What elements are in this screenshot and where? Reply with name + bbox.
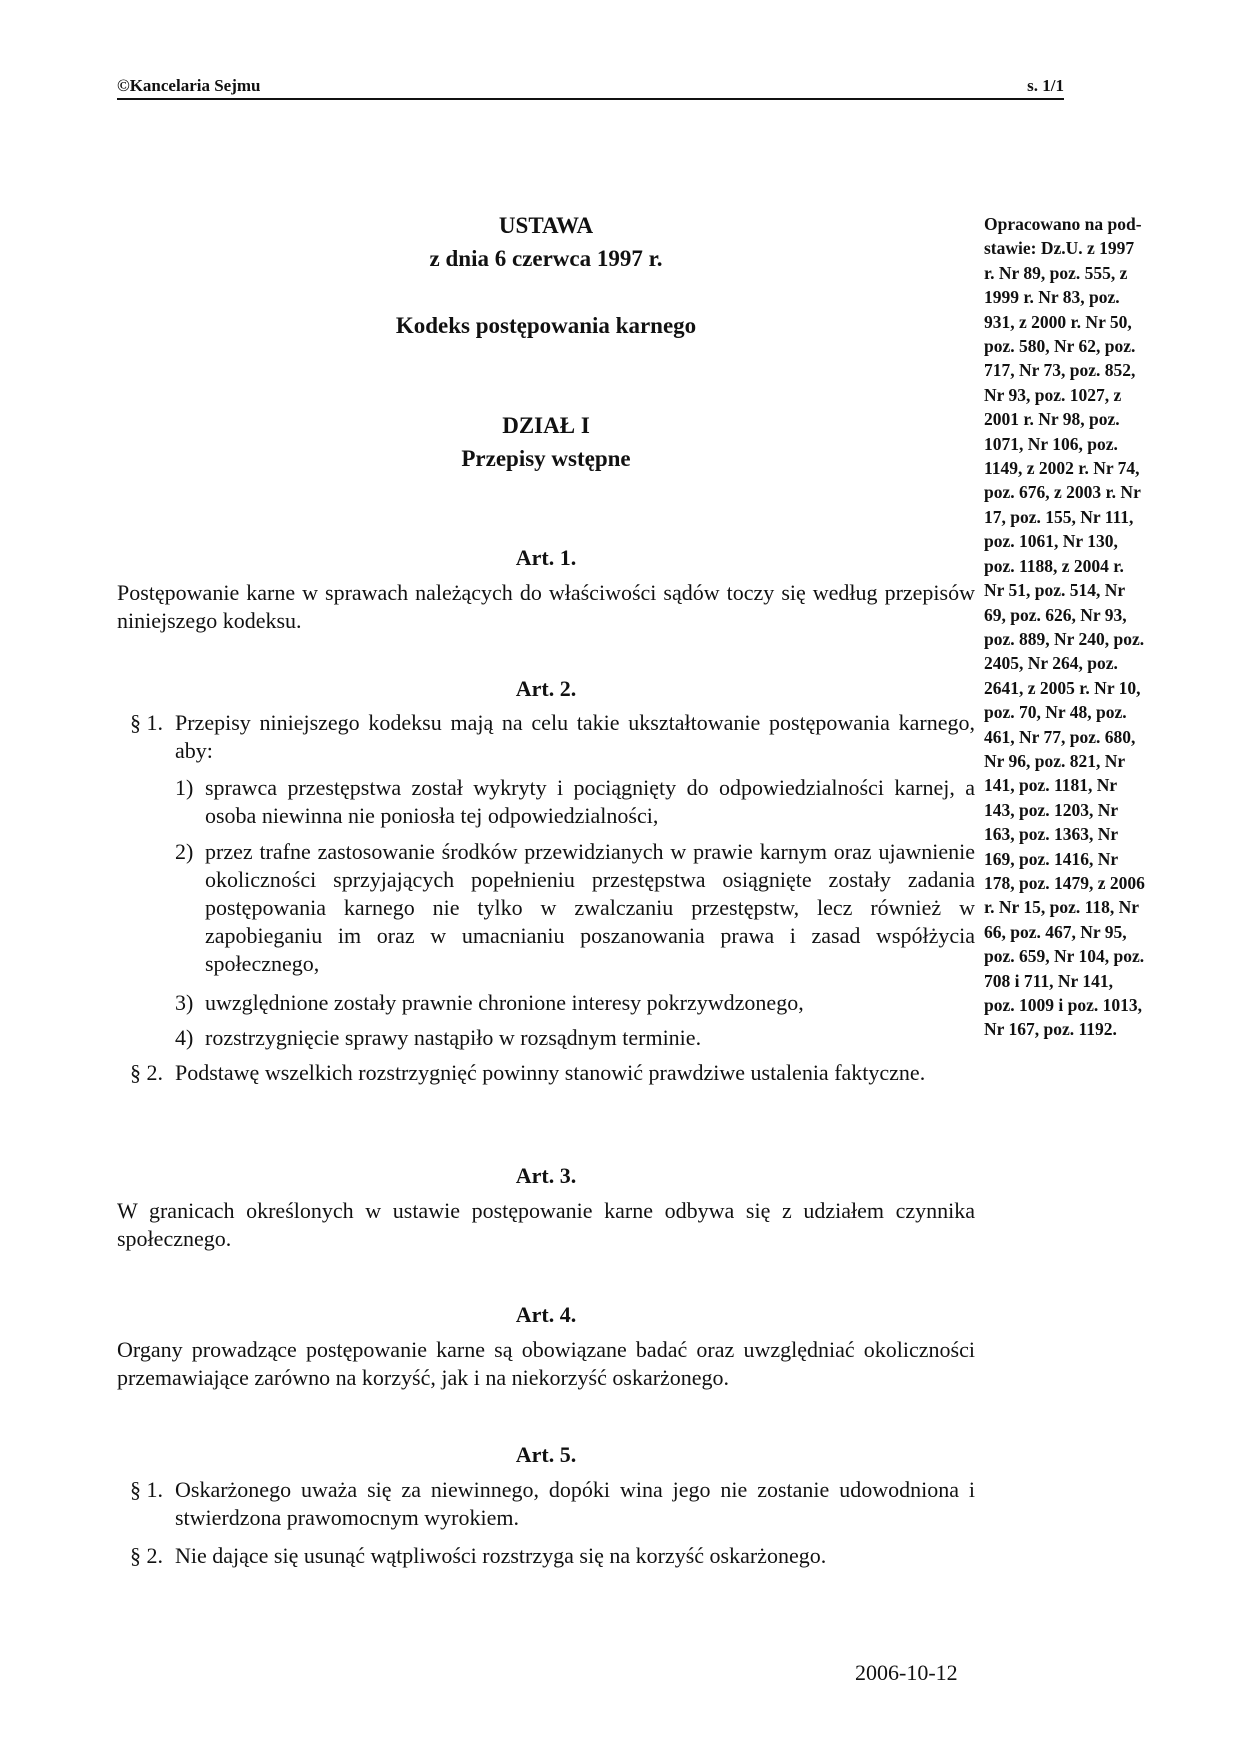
source-line: Nr 96, poz. 821, Nr — [984, 750, 1126, 771]
document-date: 2006-10-12 — [855, 1660, 958, 1685]
item-text: uwzględnione zostały prawnie chronione interesy pokrzywdzonego, — [205, 990, 804, 1015]
item-text: rozstrzygnięcie sprawy nastąpiło w rozsądnym terminie. — [205, 1025, 702, 1050]
source-line: Nr 93, poz. 1027, z — [984, 384, 1122, 405]
article-4-text: Organy prowadzące postępowanie karne są obowiązane badać oraz uwzględniać okoliczności przemawiające zarówno na korzyść, jak i na niekorzyść oskarżonego. — [117, 1337, 975, 1390]
source-line: 17, poz. 155, Nr 111, — [984, 506, 1134, 527]
item-number: 2) — [175, 839, 194, 864]
source-line: poz. 70, Nr 48, poz. — [984, 702, 1127, 723]
section-title: Przepisy wstępne — [461, 446, 631, 471]
paragraph-number: § 2. — [130, 1543, 163, 1568]
page-header — [117, 74, 1064, 100]
paragraph-text: Nie dające się usunąć wątpliwości rozstrzyga się na korzyść oskarżonego. — [175, 1543, 827, 1568]
list-item — [175, 774, 975, 830]
source-line: 1071, Nr 106, poz. — [984, 433, 1118, 454]
article-2-heading: Art. 2. — [515, 676, 577, 701]
article-2-paragraph-2 — [130, 1059, 975, 1087]
article-1-heading: Art. 1. — [515, 545, 577, 570]
list-item — [175, 989, 975, 1017]
article-2-paragraph-1 — [130, 709, 975, 765]
source-line: 163, poz. 1363, Nr — [984, 824, 1119, 845]
article-1-text: Postępowanie karne w sprawach należących do właściwości sądów toczy się według przepisów niniejszego kodeksu. — [117, 580, 975, 633]
source-line: poz. 1009 i poz. 1013, — [984, 995, 1142, 1015]
source-line: 2641, z 2005 r. Nr 10, — [984, 677, 1141, 698]
copyright-label: ©Kancelaria Sejmu — [117, 76, 261, 95]
source-line: 717, Nr 73, poz. 852, — [984, 360, 1136, 381]
article-3-heading: Art. 3. — [515, 1163, 577, 1188]
act-date: z dnia 6 czerwca 1997 r. — [429, 246, 663, 271]
source-line: poz. 659, Nr 104, poz. — [984, 946, 1145, 967]
source-line: 143, poz. 1203, Nr — [984, 799, 1119, 820]
source-line: 2405, Nr 264, poz. — [984, 653, 1118, 674]
item-number: 1) — [175, 775, 194, 800]
act-name: Kodeks postępowania karnego — [395, 313, 697, 338]
source-line: r. Nr 15, poz. 118, Nr — [984, 897, 1140, 918]
article-5-heading: Art. 5. — [515, 1442, 577, 1467]
source-line: r. Nr 89, poz. 555, z — [984, 262, 1128, 283]
section-number: DZIAŁ I — [502, 413, 590, 438]
source-line: Nr 51, poz. 514, Nr — [984, 580, 1126, 601]
item-text: sprawca przestępstwa został wykryty i pociągnięty do odpowiedzialności karnej, a osoba niewinna nie poniosła tej odpowiedzialności, — [205, 775, 975, 828]
source-line: 461, Nr 77, poz. 680, — [984, 726, 1136, 747]
item-number: 4) — [175, 1025, 194, 1050]
article-3-text: W granicach określonych w ustawie postępowanie karne odbywa się z udziałem czynnika społecznego. — [117, 1198, 975, 1251]
source-note — [984, 212, 1184, 1042]
article-4-heading: Art. 4. — [515, 1302, 577, 1327]
source-line: poz. 676, z 2003 r. Nr — [984, 482, 1141, 503]
paragraph-number: § 1. — [130, 1477, 163, 1502]
source-line: Nr 167, poz. 1192. — [984, 1019, 1117, 1040]
source-line: stawie: Dz.U. z 1997 — [984, 238, 1135, 259]
paragraph-text: Podstawę wszelkich rozstrzygnięć powinny stanowić prawdziwe ustalenia faktyczne. — [175, 1060, 926, 1085]
paragraph-text: Oskarżonego uważa się za niewinnego, dopóki wina jego nie zostanie udowodniona i stwierdzona prawomocnym wyrokiem. — [175, 1477, 975, 1530]
source-line: 708 i 711, Nr 141, — [984, 970, 1113, 991]
paragraph-number: § 1. — [130, 710, 163, 735]
source-line: poz. 889, Nr 240, poz. — [984, 628, 1145, 649]
source-line: 178, poz. 1479, z 2006 — [984, 872, 1145, 893]
source-line: poz. 1061, Nr 130, — [984, 531, 1118, 552]
act-type: USTAWA — [498, 213, 594, 238]
paragraph-text: Przepisy niniejszego kodeksu mają na celu takie ukształtowanie postępowania karnego, aby: — [175, 710, 975, 763]
paragraph-number: § 2. — [130, 1060, 163, 1085]
source-line: 66, poz. 467, Nr 95, — [984, 921, 1127, 942]
source-line: 169, poz. 1416, Nr — [984, 848, 1119, 869]
list-item — [175, 1024, 975, 1052]
source-line: 1999 r. Nr 83, poz. — [984, 287, 1120, 308]
list-item — [175, 838, 975, 978]
page-number: s. 1/1 — [1027, 76, 1064, 95]
article-5-paragraph-1 — [130, 1476, 975, 1532]
item-number: 3) — [175, 990, 194, 1015]
article-5-paragraph-2 — [130, 1542, 975, 1570]
source-line: 931, z 2000 r. Nr 50, — [984, 311, 1132, 332]
source-line: 141, poz. 1181, Nr — [984, 775, 1118, 796]
source-line: 69, poz. 626, Nr 93, — [984, 604, 1127, 625]
source-line: poz. 580, Nr 62, poz. — [984, 336, 1136, 357]
source-line: Opracowano na pod- — [984, 214, 1142, 234]
source-line: poz. 1188, z 2004 r. — [984, 555, 1124, 576]
item-text: przez trafne zastosowanie środków przewidzianych w prawie karnym oraz ujawnienie okoliczności sprzyjających popełnieniu przestępstwa osiągnięte zostały zadania postępowania karnego nie tylko w zwalczaniu przestępstw, lecz również w zapobieganiu im oraz w umacnianiu poszanowania prawa i zasad współżycia społecznego, — [205, 839, 975, 976]
source-line: 2001 r. Nr 98, poz. — [984, 409, 1120, 430]
source-line: 1149, z 2002 r. Nr 74, — [984, 458, 1140, 479]
